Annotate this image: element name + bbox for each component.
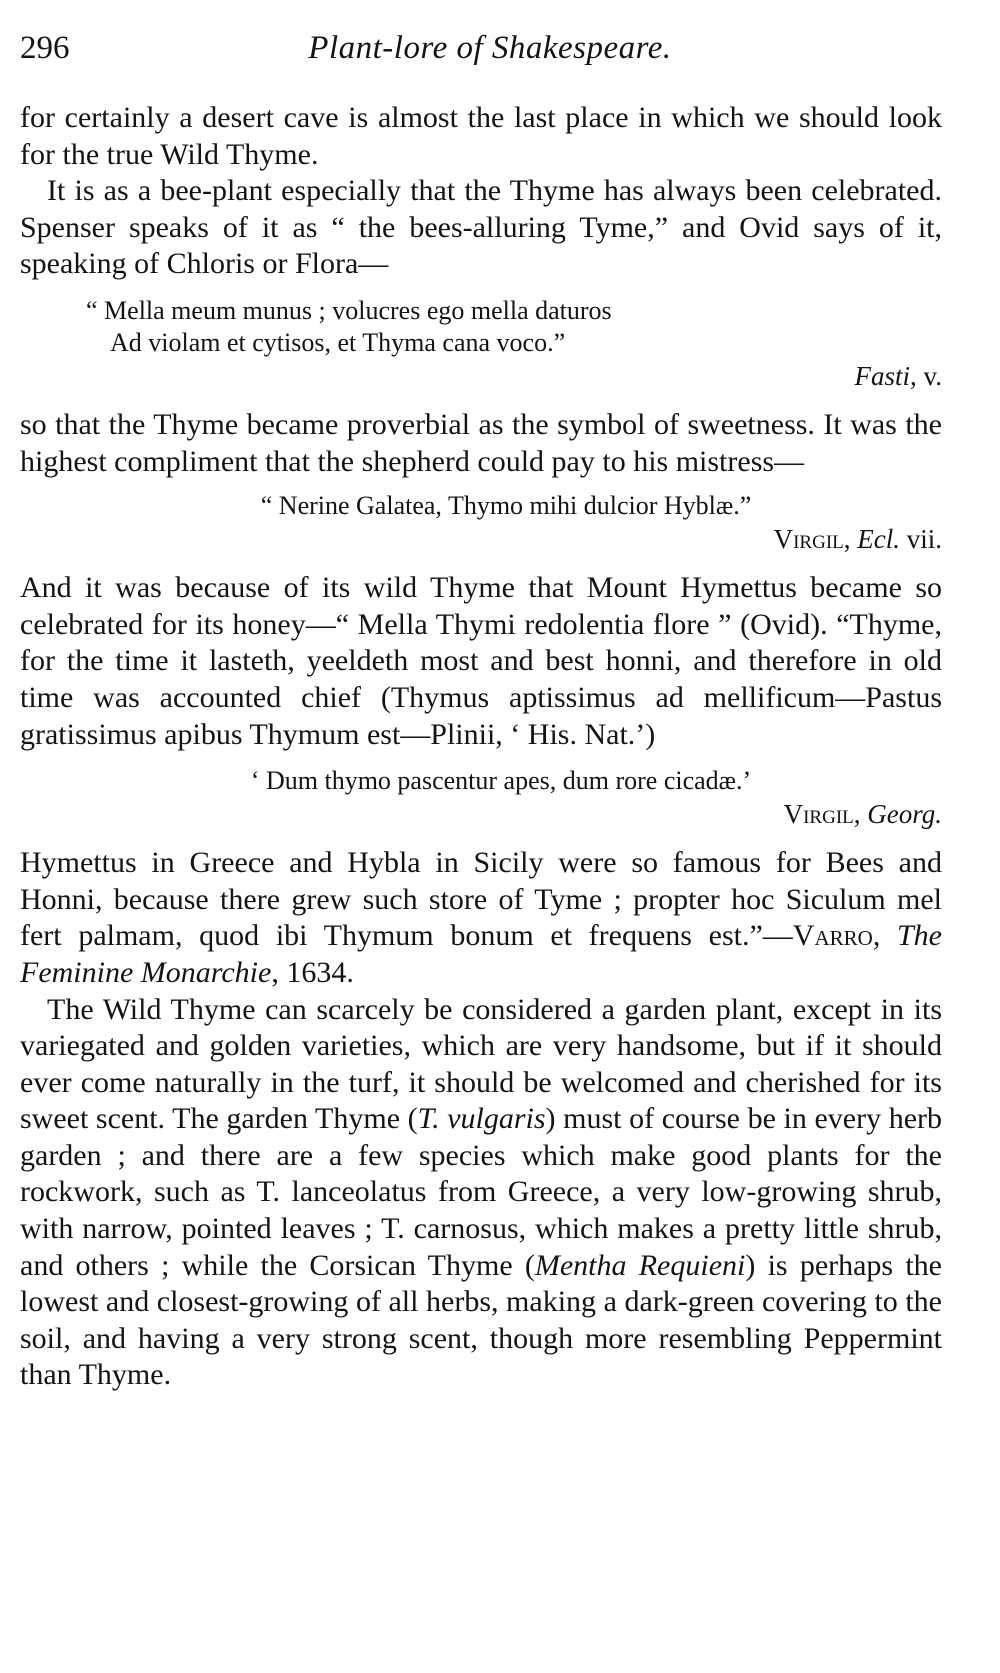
paragraph-text: ) is perhaps the lowest and closest-growing of all herbs, making a dark-green covering to the soil, and having a very strong scent, though more resembling Peppermint than Thyme. xyxy=(20,1248,942,1392)
species-name: T. vulgaris xyxy=(417,1102,546,1136)
species-name: Mentha Requieni xyxy=(534,1248,746,1282)
source-separator: , xyxy=(853,799,868,830)
source-detail: , v. xyxy=(910,360,942,391)
running-title: Plant-lore of Shakespeare. xyxy=(308,30,672,66)
citation-author: Varro xyxy=(792,919,873,953)
source-title: Georg. xyxy=(867,799,942,830)
citation-title: The Feminine Monarchie xyxy=(20,919,942,989)
source-title: Fasti xyxy=(854,360,910,391)
page-number: 296 xyxy=(20,30,70,66)
paragraph-text: The Wild Thyme can scarcely be considered a garden plant, except in its variegated and golden varieties, which are very handsome, but if it should ever come naturally in the turf, it should be welcomed and cherished for its sweet scent. The garden Thyme ( xyxy=(20,992,942,1136)
citation-year: , 1634. xyxy=(271,955,354,989)
citation-separator: , xyxy=(872,919,897,953)
quote-source xyxy=(20,797,942,831)
quote-line: Ad violam et cytisos, et Thyma cana voco.” xyxy=(110,327,566,357)
source-separator: , xyxy=(843,524,858,555)
source-author: Virgil xyxy=(783,799,854,830)
source-author: Virgil xyxy=(773,524,844,555)
quote-line: ‘ Dum thymo pascentur apes, dum rore cicadæ.’ xyxy=(250,766,752,796)
page-header xyxy=(20,30,960,74)
source-detail: vii. xyxy=(899,524,942,555)
source-title: Ecl. xyxy=(857,524,900,555)
paragraph-1: for certainly a desert cave is almost the last place in which we should look for the true Wild Thyme. xyxy=(20,101,942,171)
quote-fasti xyxy=(86,295,942,359)
quote-georgics xyxy=(20,765,942,797)
paragraph-text: Hymettus in Greece and Hybla in Sicily were so famous for Bees and Honni, because there grew such store of Tyme ; propter hoc Siculum mel fert palmam, quod ibi Thymum bonum et frequens est.”— xyxy=(20,846,942,953)
quote-source xyxy=(20,522,942,556)
quote-line: “ Mella meum munus ; volucres ego mella daturos xyxy=(86,295,612,325)
paragraph-4: And it was because of its wild Thyme that Mount Hymettus became so celebrated for its honey—“ Mella Thymi redolentia flore ” (Ovid). “Thyme, for the time it lasteth, yeeldeth most and best honni, and therefore in old time was accounted chief (Thymus aptissimus ad mellificum—Pastus gratissimus apibus Thymum est—Plinii, ‘ His. Nat.’) xyxy=(20,571,942,751)
page-body xyxy=(20,100,942,1394)
quote-source xyxy=(20,359,942,393)
paragraph-5 xyxy=(20,845,942,991)
paragraph-3: so that the Thyme became proverbial as the symbol of sweetness. It was the highest compliment that the shepherd could pay to his mistress— xyxy=(20,407,942,478)
paragraph-text: ) must of course be in every herb garden ; and there are a few species which make good plants for the rockwork, such as T. lanceolatus from Greece, a very low-growing shrub, with narrow, pointed leaves ; T. carnosus, which makes a pretty little shrub, and others ; while the Corsican Thyme ( xyxy=(20,1102,943,1282)
quote-eclogue xyxy=(20,490,942,522)
quote-line: “ Nerine Galatea, Thymo mihi dulcior Hyblæ.” xyxy=(260,491,752,521)
paragraph-6 xyxy=(20,992,942,1395)
paragraph-2: It is as a bee-plant especially that the Thyme has always been celebrated. Spenser speaks of it as “ the bees-alluring Tyme,” and Ovid says of it, speaking of Chloris or Flora— xyxy=(20,174,942,281)
